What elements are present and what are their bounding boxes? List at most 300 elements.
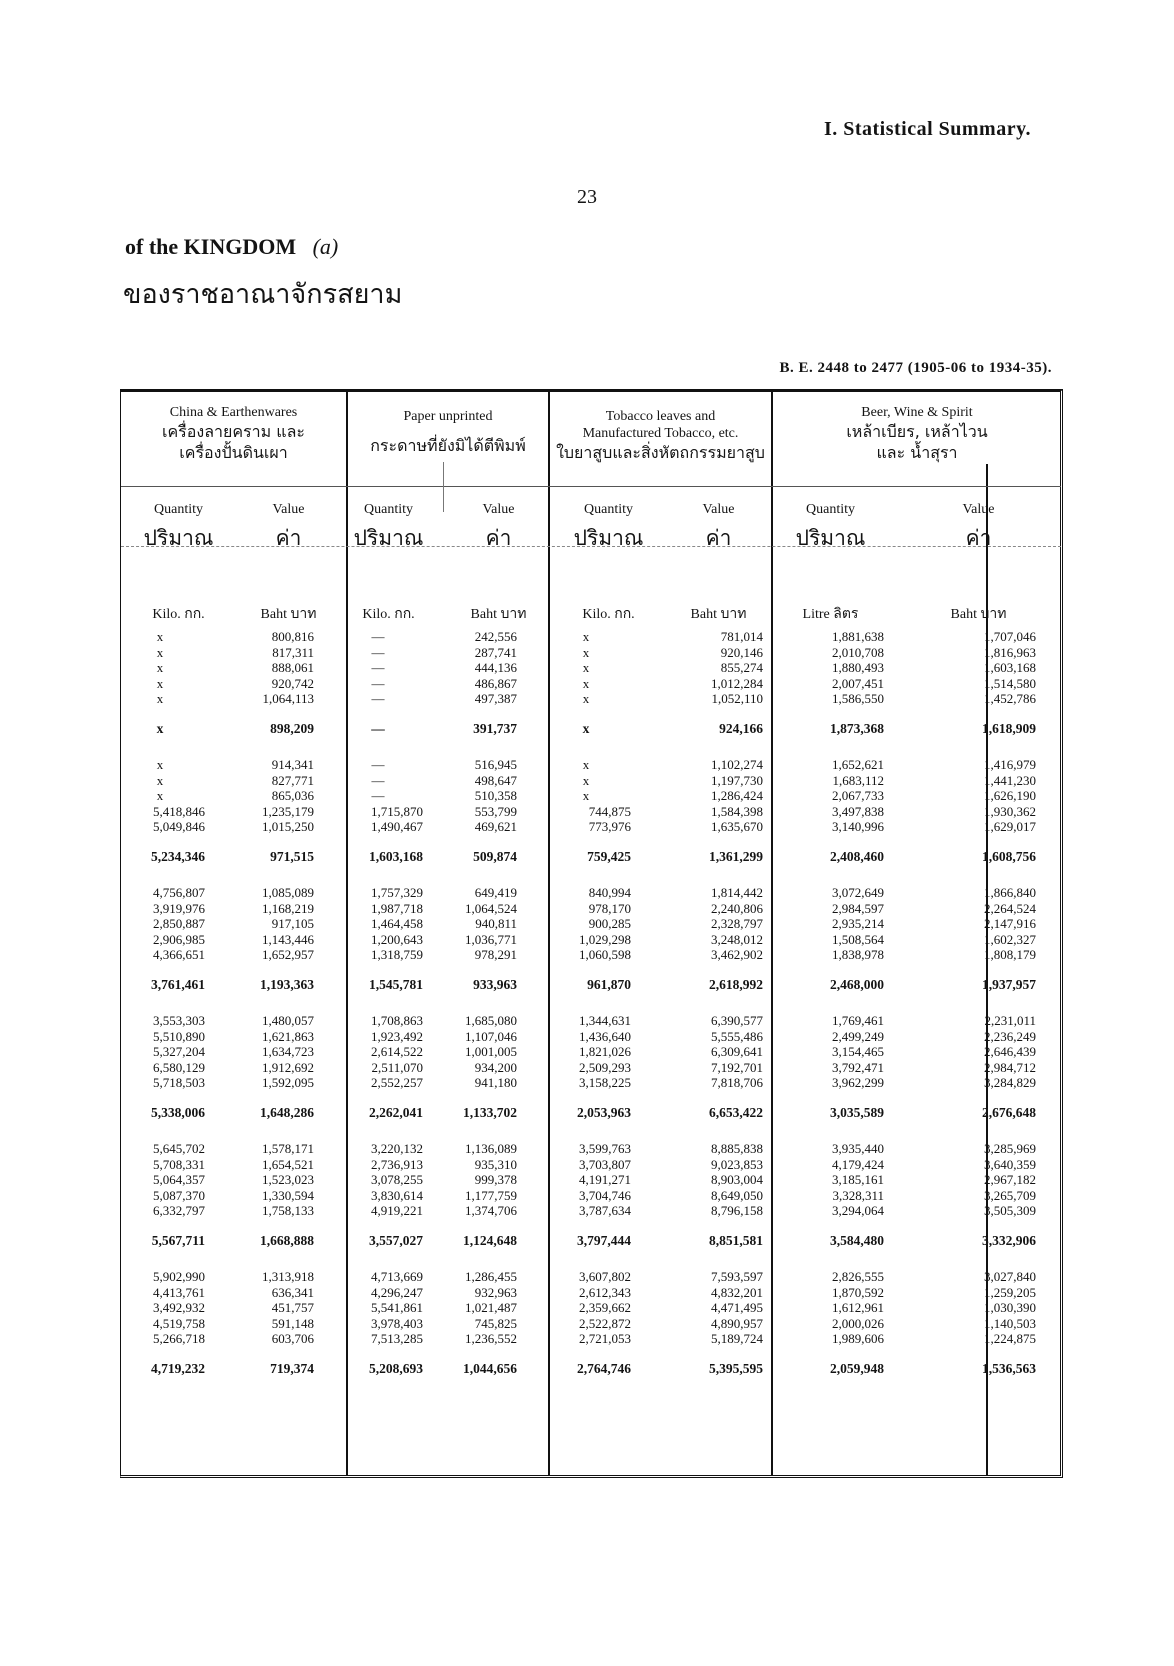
table-cell-average: 1,873,368 (830, 721, 884, 736)
table-cell: 3,792,471 (832, 1059, 884, 1075)
table-cell-average: 1,193,363 (260, 977, 314, 992)
table-cell: 1,602,327 (984, 931, 1036, 947)
table-cell: 9,023,853 (711, 1156, 763, 1172)
subheader-value (921, 502, 1036, 555)
table-cell: 3,978,403 (371, 1315, 423, 1331)
table-cell-average: 898,209 (270, 721, 314, 736)
table-cell: 4,191,271 (579, 1172, 631, 1188)
table-cell: 8,796,158 (711, 1203, 763, 1219)
unit-label: Baht บาท (950, 607, 1007, 622)
table-cell-average: 6,653,422 (709, 1105, 763, 1120)
table-cell: 3,607,802 (579, 1269, 631, 1284)
table-cell: 781,014 (720, 629, 763, 644)
column-header-th: กระดาษที่ยังมิได้ตีพิมพ์ (370, 436, 526, 455)
table-cell: 1,441,230 (984, 772, 1036, 788)
table-cell: 451,757 (271, 1300, 314, 1316)
table-cell-average: 2,053,963 (577, 1105, 631, 1120)
column-header-th: เครื่องปั้นดินเผา (179, 443, 288, 462)
table-cell-average: x (156, 721, 164, 736)
table-cell: 940,811 (475, 916, 517, 932)
column-header-beer (773, 404, 1061, 484)
table-row (121, 819, 1060, 835)
table-row (121, 1269, 1060, 1285)
table-cell: 3,078,255 (371, 1172, 423, 1188)
table-cell: 1,685,080 (465, 1013, 517, 1028)
table-cell: 1,015,250 (262, 819, 314, 835)
table-cell: 1,707,046 (984, 629, 1036, 644)
table-row (121, 1141, 1060, 1157)
table-cell-average: 2,618,992 (709, 977, 763, 992)
table-row (121, 916, 1060, 932)
table-cell: 1,987,718 (371, 900, 423, 916)
table-cell: 1,652,621 (832, 757, 884, 772)
table-cell: 516,945 (474, 757, 517, 772)
table-cell: 920,742 (271, 675, 314, 691)
table-cell: 553,799 (474, 803, 517, 819)
subheader-value (661, 502, 776, 555)
table-cell: 999,378 (474, 1172, 517, 1188)
table-cell: 1,236,552 (465, 1331, 517, 1347)
table-cell: 1,416,979 (984, 757, 1036, 772)
table-cell: x (156, 629, 164, 644)
table-cell: x (582, 757, 590, 772)
year-range: B. E. 2448 to 2477 (1905-06 to 1934-35). (779, 360, 1052, 376)
table-cell: 5,718,503 (153, 1075, 205, 1091)
table-cell: 1,654,521 (262, 1156, 314, 1172)
table-cell-average: 1,937,957 (982, 977, 1036, 992)
table-cell: 1,635,670 (711, 819, 763, 835)
table-cell: 2,736,913 (371, 1156, 423, 1172)
table-cell: 1,436,640 (579, 1028, 631, 1044)
header-rule (121, 486, 1061, 487)
table-cell: 5,064,357 (153, 1172, 205, 1188)
subheader-quantity (121, 502, 236, 555)
table-cell-average: 3,797,444 (577, 1233, 631, 1248)
table-cell: 855,274 (720, 660, 763, 676)
table-cell-average: 2,468,000 (830, 977, 884, 992)
table-cell: 1,286,455 (465, 1269, 517, 1284)
table-cell: 1,374,706 (465, 1203, 517, 1219)
table-cell: x (156, 660, 164, 676)
table-cell: 2,935,214 (832, 916, 884, 932)
table-cell: 2,906,985 (153, 931, 205, 947)
table-cell: 1,168,219 (262, 900, 314, 916)
table-cell: 1,866,840 (984, 885, 1036, 900)
table-cell: 935,310 (474, 1156, 517, 1172)
column-header-th: ใบยาสูบและสิ่งหัตถกรรมยาสูบ (556, 443, 765, 462)
table-cell: 1,923,492 (371, 1028, 423, 1044)
table-cell: 3,154,465 (832, 1044, 884, 1060)
table-cell: 1,578,171 (262, 1141, 314, 1156)
table-cell: 1,584,398 (711, 803, 763, 819)
unit-label: Kilo. กก. (362, 607, 415, 622)
table-cell: 3,027,840 (984, 1269, 1036, 1284)
subheader-th: ปริมาณ (353, 526, 424, 550)
table-cell: 8,649,050 (711, 1187, 763, 1203)
table-row-average (121, 977, 1060, 993)
table-cell: 2,231,011 (984, 1013, 1036, 1028)
table-cell-average: 5,395,595 (709, 1361, 763, 1376)
table-row (121, 676, 1060, 692)
table-cell: 2,264,524 (984, 900, 1036, 916)
subheader-th: ปริมาณ (795, 526, 866, 550)
table-cell: 1,177,759 (465, 1187, 517, 1203)
subheader-en: Value (482, 502, 515, 517)
table-cell: 1,452,786 (984, 691, 1036, 707)
table-row (121, 932, 1060, 948)
subheader-en: Quantity (806, 502, 855, 517)
table-cell: 1,286,424 (711, 788, 763, 804)
table-cell: 1,235,179 (262, 803, 314, 819)
table-cell: 865,036 (271, 788, 314, 804)
table-cell-average: 509,874 (473, 849, 517, 864)
table-cell: 2,499,249 (832, 1028, 884, 1044)
table-cell: x (156, 675, 164, 691)
subheader-en: Value (702, 502, 735, 517)
table-cell: 2,147,916 (984, 916, 1036, 932)
subheader-en: Quantity (584, 502, 633, 517)
table-cell: 1,881,638 (832, 629, 884, 644)
table-cell: x (582, 772, 590, 788)
column-header-th: เหล้าเบียร, เหล้าไวน (846, 422, 988, 441)
table-row (121, 660, 1060, 676)
table-cell: 1,757,329 (371, 885, 423, 900)
table-cell-average: 2,262,041 (369, 1105, 423, 1120)
table-cell: 5,902,990 (153, 1269, 205, 1284)
table-cell: 1,036,771 (465, 931, 517, 947)
table-cell: — (371, 675, 385, 691)
table-cell-average: 924,166 (719, 721, 763, 736)
table-row (121, 1316, 1060, 1332)
table-cell: 2,850,887 (153, 916, 205, 932)
table-cell: 1,989,606 (832, 1331, 884, 1347)
table-cell-average: 5,208,693 (369, 1361, 423, 1376)
column-header-paper (348, 404, 548, 484)
table-cell: 4,832,201 (711, 1284, 763, 1300)
table-cell: 1,344,631 (579, 1013, 631, 1028)
table-cell: 3,158,225 (579, 1075, 631, 1091)
table-cell: 5,087,370 (153, 1187, 205, 1203)
table-cell: 1,808,179 (984, 947, 1036, 963)
table-cell: 3,830,614 (371, 1187, 423, 1203)
table-cell: 1,480,057 (262, 1013, 314, 1028)
table-cell: 649,419 (474, 885, 517, 900)
table-cell: 1,838,978 (832, 947, 884, 963)
table-cell: 5,189,724 (711, 1331, 763, 1347)
column-header-th: และ น้ำสุรา (876, 443, 958, 462)
subheader-th: ค่า (275, 526, 302, 550)
table-cell: 2,240,806 (711, 900, 763, 916)
table-row (121, 885, 1060, 901)
table-cell: 5,510,890 (153, 1028, 205, 1044)
table-cell: 1,313,918 (262, 1269, 314, 1284)
table-cell: 6,580,129 (153, 1059, 205, 1075)
table-cell: 5,266,718 (153, 1331, 205, 1347)
table-cell: 5,418,846 (153, 803, 205, 819)
subheader-th: ค่า (485, 526, 512, 550)
table-cell: 6,390,577 (711, 1013, 763, 1028)
table-cell: x (582, 675, 590, 691)
table-cell: 1,085,089 (262, 885, 314, 900)
table-row (121, 1285, 1060, 1301)
unit-label: Baht บาท (470, 607, 527, 622)
table-cell: 1,870,592 (832, 1284, 884, 1300)
table-cell: 8,885,838 (711, 1141, 763, 1156)
table-cell: 932,963 (474, 1284, 517, 1300)
table-cell-average: 1,361,299 (709, 849, 763, 864)
table-cell: 591,148 (271, 1315, 314, 1331)
table-cell: — (371, 772, 385, 788)
table-cell: 1,052,110 (711, 691, 763, 707)
table-row-average (121, 1361, 1060, 1377)
table-cell-average: 3,761,461 (151, 977, 205, 992)
table-cell: 1,030,390 (984, 1300, 1036, 1316)
table-cell: 1,683,112 (832, 772, 884, 788)
table-cell: x (582, 691, 590, 707)
table-cell: 1,224,875 (984, 1331, 1036, 1347)
table-cell: 510,358 (474, 788, 517, 804)
table-cell: 3,704,746 (579, 1187, 631, 1203)
table-cell: 1,021,487 (465, 1300, 517, 1316)
table-cell: 744,875 (588, 803, 631, 819)
table-cell-average: 1,044,656 (463, 1361, 517, 1376)
table-cell: x (156, 691, 164, 707)
table-row (121, 757, 1060, 773)
table-cell: 2,359,662 (579, 1300, 631, 1316)
table-cell: 3,492,932 (153, 1300, 205, 1316)
table-cell: x (156, 757, 164, 772)
table-cell: 2,984,712 (984, 1059, 1036, 1075)
table-cell: x (582, 629, 590, 644)
unit-label: Kilo. กก. (152, 607, 205, 622)
table-cell: 1,586,550 (832, 691, 884, 707)
table-cell: 2,000,026 (832, 1315, 884, 1331)
table-cell-average: 1,618,909 (982, 721, 1036, 736)
table-cell: — (371, 644, 385, 660)
table-row (121, 1157, 1060, 1173)
table-cell: 1,136,089 (465, 1141, 517, 1156)
table-cell: 5,555,486 (711, 1028, 763, 1044)
table-row-average (121, 721, 1060, 737)
table-cell-average: 2,676,648 (982, 1105, 1036, 1120)
table-cell: 1,143,446 (262, 931, 314, 947)
table-cell: 287,741 (474, 644, 517, 660)
table-cell: 1,715,870 (371, 803, 423, 819)
unit-label: Baht บาท (260, 607, 317, 622)
table-cell: 4,519,758 (153, 1315, 205, 1331)
table-cell: 900,285 (588, 916, 631, 932)
table-cell: 3,185,161 (832, 1172, 884, 1188)
table-cell-average: 3,035,589 (830, 1105, 884, 1120)
table-cell: 1,621,863 (262, 1028, 314, 1044)
table-cell: 1,592,095 (262, 1075, 314, 1091)
table-cell: — (371, 788, 385, 804)
table-cell: 3,248,012 (711, 931, 763, 947)
subheader-quantity (551, 502, 666, 555)
table-row (121, 1044, 1060, 1060)
table-cell: 1,816,963 (984, 644, 1036, 660)
table-cell-average: 1,545,781 (369, 977, 423, 992)
table-cell-average: 1,133,702 (463, 1105, 517, 1120)
table-cell: 978,170 (588, 900, 631, 916)
table-row (121, 691, 1060, 707)
table-cell: 4,179,424 (832, 1156, 884, 1172)
table-cell: 817,311 (272, 644, 314, 660)
table-cell-average: 3,332,906 (982, 1233, 1036, 1248)
table-cell: 469,621 (474, 819, 517, 835)
table-cell-average: 2,764,746 (577, 1361, 631, 1376)
table-cell-average: 5,234,346 (151, 849, 205, 864)
table-cell-average: 933,963 (473, 977, 517, 992)
table-cell: 1,634,723 (262, 1044, 314, 1060)
table-row-average (121, 1233, 1060, 1249)
table-cell: 827,771 (271, 772, 314, 788)
table-cell: 888,061 (271, 660, 314, 676)
table-cell: 5,327,204 (153, 1044, 205, 1060)
table-cell: 2,826,555 (832, 1269, 884, 1284)
table-cell: 3,072,649 (832, 885, 884, 900)
table-cell: 7,192,701 (711, 1059, 763, 1075)
table-cell-average: 3,584,480 (830, 1233, 884, 1248)
table-cell: 745,825 (474, 1315, 517, 1331)
table-cell: 1,930,362 (984, 803, 1036, 819)
table-cell: 1,821,026 (579, 1044, 631, 1060)
table-cell: 4,890,957 (711, 1315, 763, 1331)
unit-label: Baht บาท (690, 607, 747, 622)
table-row (121, 1188, 1060, 1204)
table-cell: 3,505,309 (984, 1203, 1036, 1219)
table-row-average (121, 849, 1060, 865)
table-cell-average: 5,567,711 (151, 1233, 205, 1248)
title-en-note: (a) (312, 234, 339, 259)
table-cell: 934,200 (474, 1059, 517, 1075)
table-cell: 800,816 (271, 629, 314, 644)
table-cell: 3,294,064 (832, 1203, 884, 1219)
table-cell: 4,713,669 (371, 1269, 423, 1284)
table-cell: 1,880,493 (832, 660, 884, 676)
table-cell-average: 719,374 (270, 1361, 314, 1376)
column-header-en: China & Earthenwares (169, 405, 298, 420)
table-row (121, 1203, 1060, 1219)
table-cell: 1,769,461 (832, 1013, 884, 1028)
table-cell: 2,612,343 (579, 1284, 631, 1300)
table-row (121, 773, 1060, 789)
table-cell: 1,107,046 (465, 1028, 517, 1044)
table-cell: 1,490,467 (371, 819, 423, 835)
table-cell: 444,136 (474, 660, 517, 676)
table-cell-average: 1,603,168 (369, 849, 423, 864)
table-cell-average: x (582, 721, 590, 736)
table-cell-average: 3,557,027 (369, 1233, 423, 1248)
table-row (121, 1300, 1060, 1316)
subheader-quantity (331, 502, 446, 555)
column-header-en: Paper unprinted (403, 409, 493, 424)
table-cell: 2,010,708 (832, 644, 884, 660)
column-header-en: Tobacco leaves and (605, 409, 716, 424)
column-header-en: Beer, Wine & Spirit (861, 405, 973, 420)
title-en-text: of the KINGDOM (125, 234, 297, 259)
table-row (121, 947, 1060, 963)
subheader-value (441, 502, 556, 555)
table-cell: x (582, 644, 590, 660)
table-cell: 498,647 (474, 772, 517, 788)
table-cell-average: 1,668,888 (260, 1233, 314, 1248)
table-cell: 1,102,274 (711, 757, 763, 772)
table-cell: 1,514,580 (984, 675, 1036, 691)
subheader-en: Quantity (364, 502, 413, 517)
table-cell: 3,787,634 (579, 1203, 631, 1219)
table-cell: 3,962,299 (832, 1075, 884, 1091)
table-cell: 4,296,247 (371, 1284, 423, 1300)
table-cell: 5,708,331 (153, 1156, 205, 1172)
column-header-tobacco (550, 404, 771, 484)
table-row-average (121, 1105, 1060, 1121)
table-cell: 941,180 (474, 1075, 517, 1091)
table-row (121, 788, 1060, 804)
table-cell: 1,626,190 (984, 788, 1036, 804)
table-row (121, 804, 1060, 820)
table-cell: 2,984,597 (832, 900, 884, 916)
table-cell: 3,553,303 (153, 1013, 205, 1028)
table-cell: 1,001,005 (465, 1044, 517, 1060)
table-cell: 2,328,797 (711, 916, 763, 932)
table-cell: 2,721,053 (579, 1331, 631, 1347)
subheader-quantity (773, 502, 888, 555)
column-header-th: เครื่องลายคราม และ (162, 422, 305, 441)
table-cell: 917,105 (271, 916, 314, 932)
table-cell: 1,064,113 (262, 691, 314, 707)
table-cell: 2,614,522 (371, 1044, 423, 1060)
table-cell: 1,912,692 (262, 1059, 314, 1075)
table-cell: 920,146 (720, 644, 763, 660)
table-cell: 978,291 (474, 947, 517, 963)
table-cell: x (156, 788, 164, 804)
subheader-en: Value (272, 502, 305, 517)
table-row (121, 1172, 1060, 1188)
table-cell: 7,513,285 (371, 1331, 423, 1347)
table-cell-average: 5,338,006 (151, 1105, 205, 1120)
table-cell: 3,703,807 (579, 1156, 631, 1172)
title-en (125, 234, 338, 260)
table-cell: 3,285,969 (984, 1141, 1036, 1156)
table-cell: 3,599,763 (579, 1141, 631, 1156)
table-cell: — (371, 629, 385, 644)
table-cell: 3,265,709 (984, 1187, 1036, 1203)
table-cell-average: — (371, 721, 385, 736)
table-cell: — (371, 691, 385, 707)
table-cell: 3,284,829 (984, 1075, 1036, 1091)
section-title: I. Statistical Summary. (823, 118, 1031, 140)
table-cell: 5,541,861 (371, 1300, 423, 1316)
table-row (121, 629, 1060, 645)
table-cell: 3,140,996 (832, 819, 884, 835)
statistics-table (120, 389, 1063, 1478)
table-cell: 1,060,598 (579, 947, 631, 963)
table-row (121, 1075, 1060, 1091)
subheader-en: Quantity (154, 502, 203, 517)
table-cell: 3,935,440 (832, 1141, 884, 1156)
subheader-value (231, 502, 346, 555)
table-cell-average: 971,515 (270, 849, 314, 864)
column-header-china (121, 404, 346, 484)
title-th: ของราชอาณาจักรสยาม (123, 279, 403, 310)
table-cell: 2,522,872 (579, 1315, 631, 1331)
table-cell: 1,140,503 (984, 1315, 1036, 1331)
table-cell: 8,903,004 (711, 1172, 763, 1188)
table-cell: 3,497,838 (832, 803, 884, 819)
table-cell: 2,509,293 (579, 1059, 631, 1075)
table-cell: x (156, 644, 164, 660)
